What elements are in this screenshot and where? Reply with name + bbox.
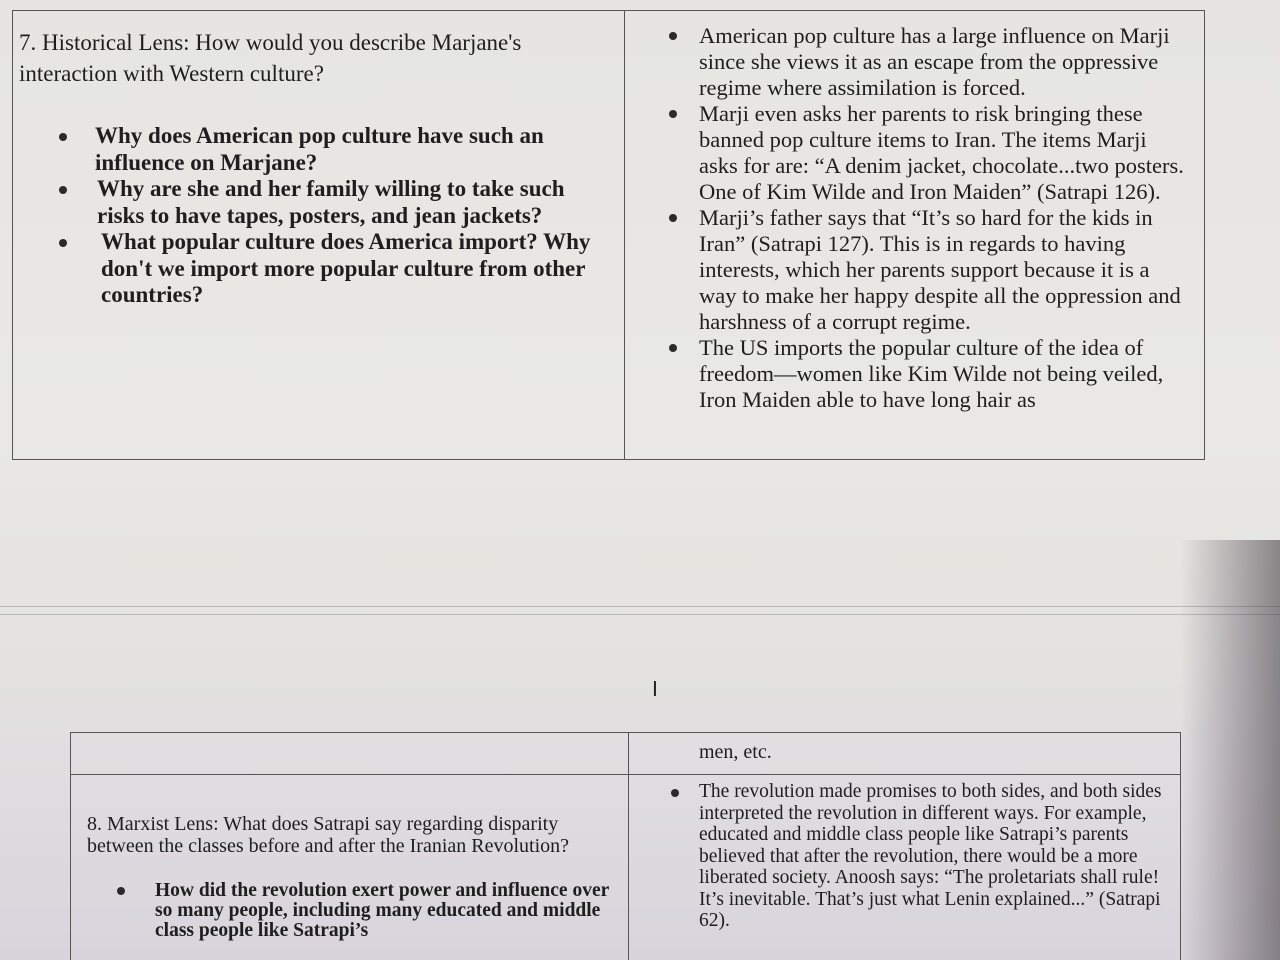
bullet-icon [671, 789, 679, 797]
q8-answer-cell[interactable] [629, 775, 1181, 960]
q8-sub-question-list [71, 881, 628, 941]
q8-sub-question: How did the revolution exert power and influence over so many people, including many educated and middle class people like Satrapi’s [155, 881, 620, 941]
bullet-icon [669, 344, 677, 352]
q7-answer-list [625, 11, 1204, 413]
q8-question: 8. Marxist Lens: What does Satrapi say regarding disparity between the classes before and after the Iranian Revolution? [87, 813, 570, 857]
bullet-icon [59, 239, 67, 247]
q7-sub-question-list [13, 123, 624, 309]
q7-table [12, 10, 1205, 460]
q7-question: 7. Historical Lens: How would you describe Marjane's interaction with Western culture? [19, 30, 522, 86]
continuation-text: men, etc. [699, 741, 772, 763]
text-cursor-icon: I [652, 677, 658, 701]
page-break-line [0, 614, 1280, 615]
q8-answer-list [629, 775, 1180, 932]
bullet-icon [669, 110, 677, 118]
bullet-icon [669, 32, 677, 40]
q7-answer-cell[interactable] [625, 11, 1205, 460]
q7-sub-question: Why does American pop culture have such an influence on Marjane? [95, 123, 612, 176]
q7-sub-question: What popular culture does America import? Why don't we import more popular culture from other countries? [95, 229, 612, 309]
q7-answer: Marji even asks her parents to risk bringing these banned pop culture items to Iran. The items Marji asks for are: “A denim jacket, chocolate...two posters. One of Kim Wilde and Iron Maiden” (Satrapi 126). [699, 101, 1190, 205]
q8-answer: The revolution made promises to both sides, and both sides interpreted the revolution in different ways. For example, educated and middle class people like Satrapi’s parents believed that after the revolution, there would be a more liberated society. Anoosh says: “The proletariats shall rule! It’s inevitable. That’s just what Lenin explained...” (Satrapi 62). [699, 781, 1166, 932]
q8-table [70, 732, 1181, 960]
continuation-right-cell[interactable] [629, 733, 1181, 775]
bullet-icon [59, 186, 67, 194]
q8-question-cell[interactable] [71, 775, 629, 960]
bullet-icon [669, 214, 677, 222]
q7-sub-question: Why are she and her family willing to take such risks to have tapes, posters, and jean jackets? [95, 176, 612, 229]
page-break-line [0, 606, 1280, 607]
continuation-left-cell[interactable] [71, 733, 629, 775]
q7-question-cell[interactable] [13, 11, 625, 460]
bullet-icon [59, 133, 67, 141]
bullet-icon [117, 887, 125, 895]
q7-answer: The US imports the popular culture of the idea of freedom—women like Kim Wilde not being veiled, Iron Maiden able to have long hair as [699, 335, 1190, 413]
q7-answer: Marji’s father says that “It’s so hard for the kids in Iran” (Satrapi 127). This is in regards to having interests, which her parents support because it is a way to make her happy despite all the oppression and harshness of a corrupt regime. [699, 205, 1190, 335]
q7-answer: American pop culture has a large influence on Marji since she views it as an escape from the oppressive regime where assimilation is forced. [699, 23, 1190, 101]
screen-glare-shadow [1180, 540, 1280, 960]
